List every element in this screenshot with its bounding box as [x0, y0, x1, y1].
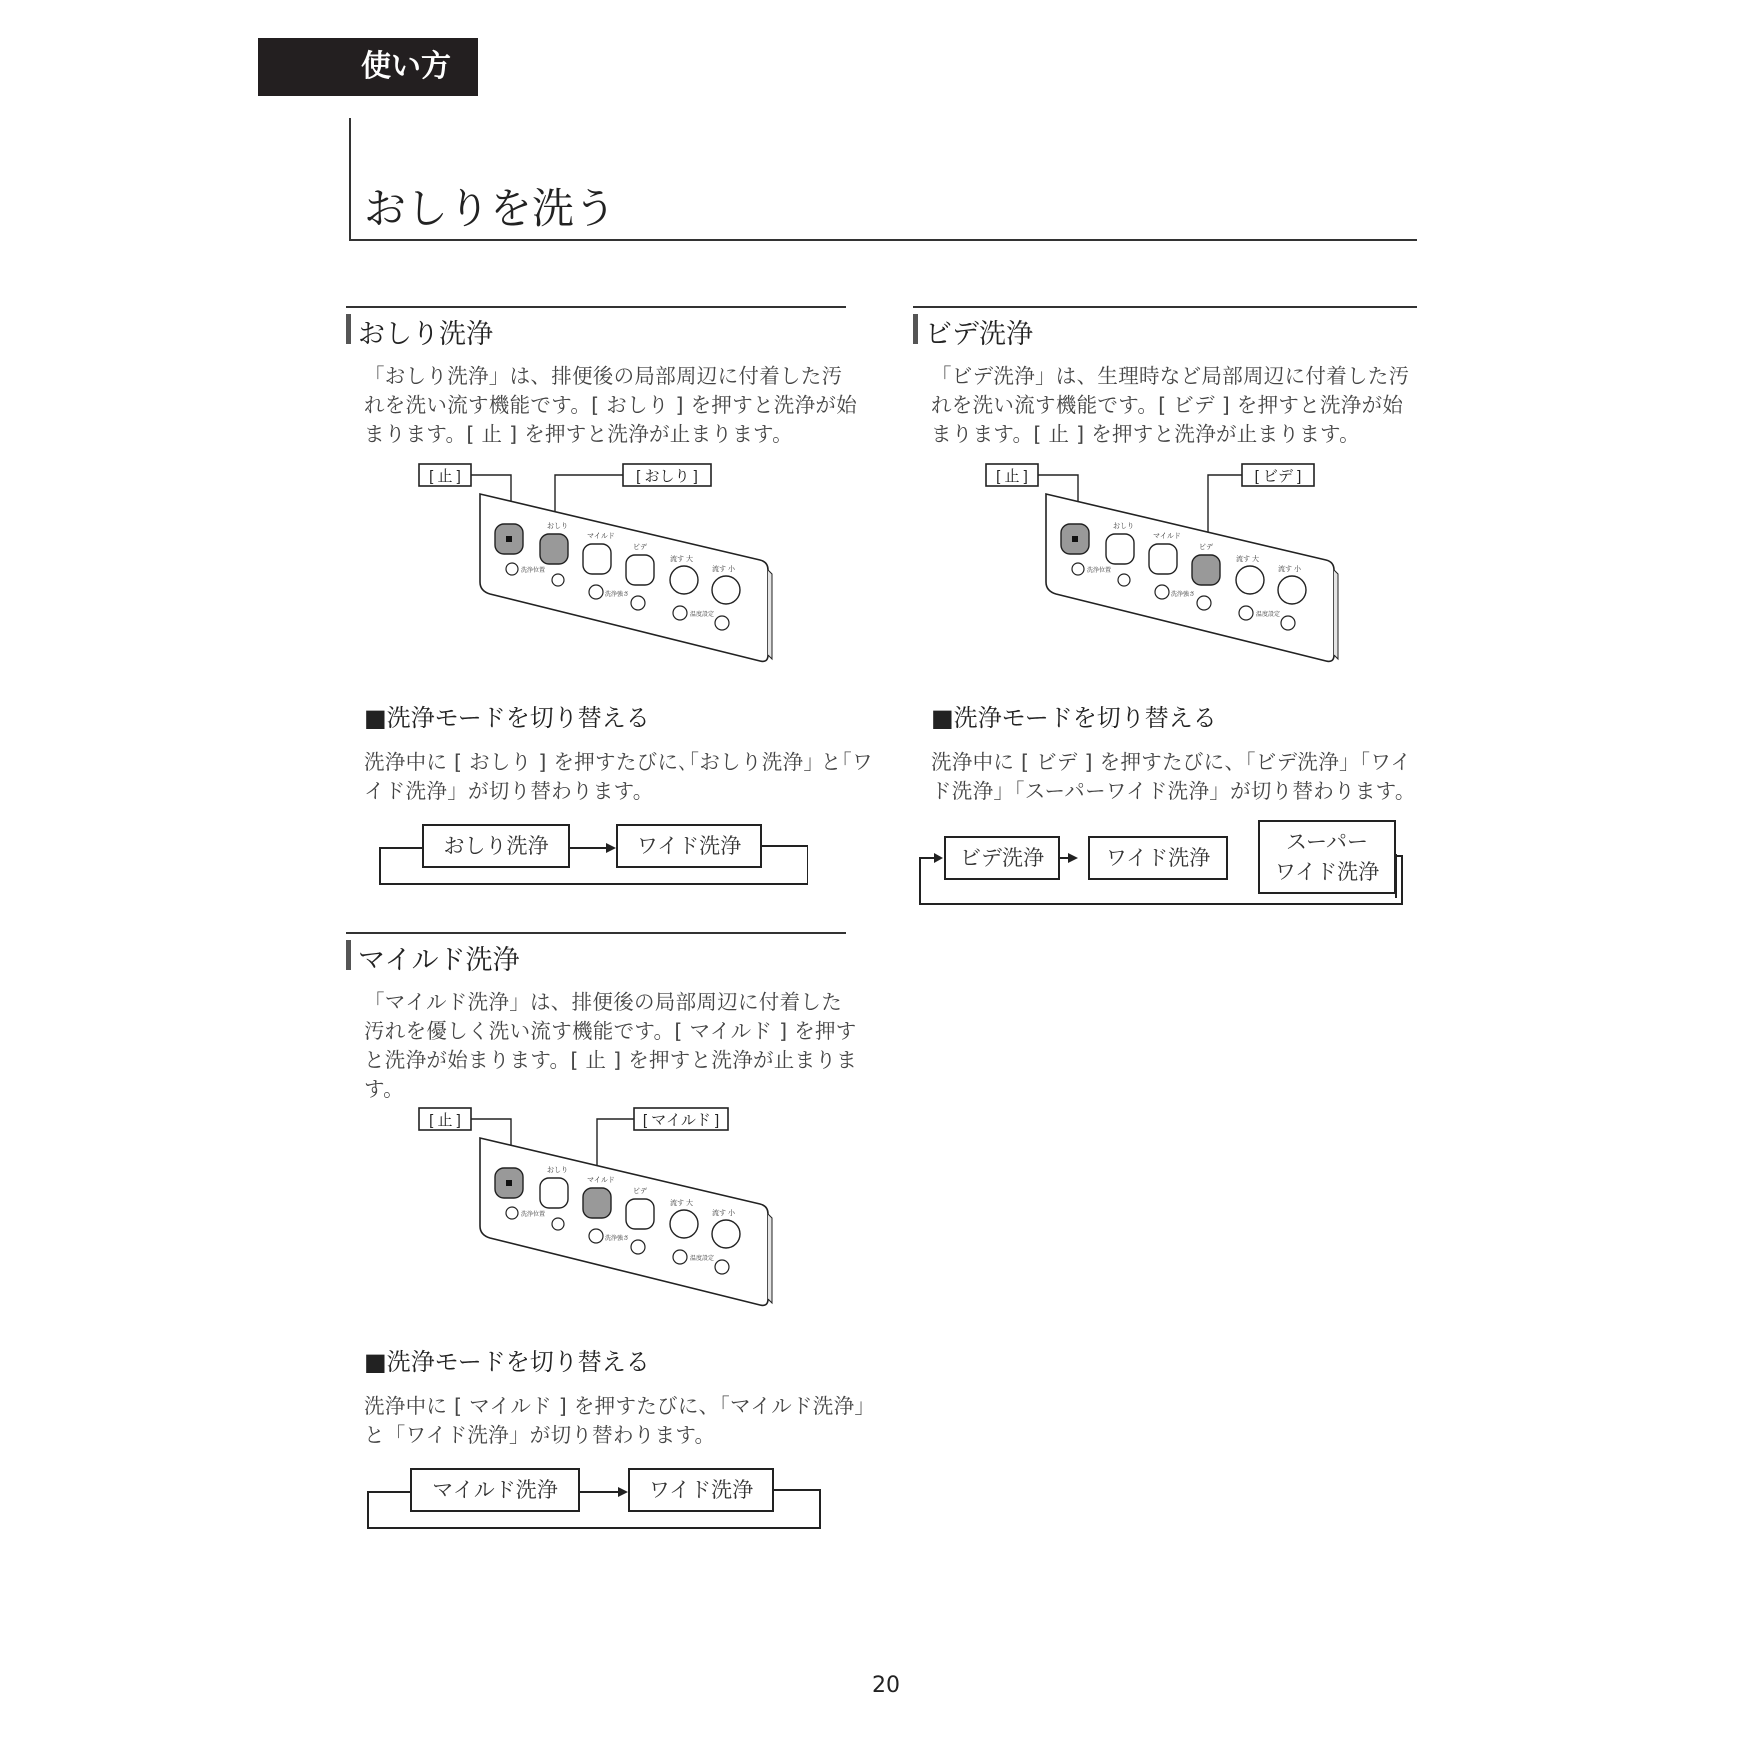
body-line: 「マイルド洗浄」は、排便後の局部周辺に付着した — [364, 990, 842, 1014]
mild-button — [583, 544, 611, 574]
svg-text:洗浄強さ: 洗浄強さ — [605, 592, 630, 598]
flush-large-button — [670, 566, 698, 594]
svg-text:流す 大: 流す 大 — [670, 1200, 693, 1207]
flow-diagram-oshiri — [378, 824, 808, 888]
remote-diagram-mild — [400, 1102, 800, 1314]
flow-diagram-bidet — [918, 818, 1408, 910]
callout-stop: [ 止 ] — [429, 1112, 461, 1129]
title-rule-horizontal — [349, 239, 1417, 241]
body-line: 「ビデ洗浄」は、生理時など局部周辺に付着した汚 — [931, 364, 1410, 388]
flow-box: おしり洗浄 — [422, 824, 570, 868]
remote-diagram-oshiri — [400, 458, 800, 670]
callout-button: [ マイルド ] — [642, 1112, 720, 1129]
svg-text:ビデ: ビデ — [633, 544, 647, 551]
bidet-button — [626, 1199, 654, 1229]
callout-stop: [ 止 ] — [996, 468, 1028, 485]
bidet-button — [626, 555, 654, 585]
svg-text:おしり: おしり — [547, 1167, 568, 1174]
oshiri-button — [540, 1178, 568, 1208]
section-marker — [913, 314, 918, 344]
svg-text:マイルド: マイルド — [1153, 533, 1181, 540]
body-line: 「おしり洗浄」は、排便後の局部周辺に付着した汚 — [364, 364, 843, 388]
page-number: 20 — [872, 1673, 900, 1698]
sub-body-bidet — [931, 748, 1416, 806]
title-rule-vertical — [349, 118, 351, 241]
svg-text:温度設定: 温度設定 — [690, 1256, 715, 1262]
section-rule — [346, 306, 846, 308]
body-line: イド洗浄」が切り替わります。 — [364, 779, 654, 803]
body-line: れを洗い流す機能です。[ ビデ ] を押すと洗浄が始 — [931, 393, 1404, 417]
flush-small-button — [712, 576, 740, 604]
svg-text:洗浄位置: 洗浄位置 — [521, 1212, 546, 1218]
svg-text:おしり: おしり — [547, 523, 568, 530]
svg-text:マイルド: マイルド — [587, 1177, 615, 1184]
body-line: と「ワイド洗浄」が切り替わります。 — [364, 1423, 716, 1447]
body-line: れを洗い流す機能です。[ おしり ] を押すと洗浄が始 — [364, 393, 858, 417]
sub-title-bidet: ■洗浄モードを切り替える — [931, 704, 1217, 732]
body-line: 洗浄中に [ ビデ ] を押すたびに、「ビデ洗浄」「ワイ — [931, 750, 1412, 774]
flow-box: ワイド洗浄 — [628, 1468, 774, 1512]
svg-text:温度設定: 温度設定 — [1256, 612, 1281, 618]
section-rule — [346, 932, 846, 934]
svg-text:マイルド: マイルド — [587, 533, 615, 540]
section-body-mild — [364, 988, 857, 1104]
sub-title-oshiri: ■洗浄モードを切り替える — [364, 704, 650, 732]
svg-text:流す 小: 流す 小 — [712, 1210, 735, 1217]
mild-button — [583, 1188, 611, 1218]
flow-box: ワイド洗浄 — [616, 824, 762, 868]
svg-text:ビデ: ビデ — [633, 1188, 647, 1195]
bidet-button — [1192, 555, 1220, 585]
section-marker — [346, 940, 351, 970]
callout-stop: [ 止 ] — [429, 468, 461, 485]
body-line: まります。[ 止 ] を押すと洗浄が止まります。 — [364, 422, 793, 446]
section-body-bidet — [931, 362, 1409, 449]
body-line: ド洗浄」「スーパーワイド洗浄」が切り替わります。 — [931, 779, 1416, 803]
callout-button: [ おしり ] — [636, 468, 698, 485]
flush-small-button — [712, 1220, 740, 1248]
sub-body-oshiri — [364, 748, 873, 806]
body-line: と洗浄が始まります。[ 止 ] を押すと洗浄が止まりま — [364, 1048, 858, 1072]
oshiri-button — [1106, 534, 1134, 564]
body-line: 洗浄中に [ マイルド ] を押すたびに、「マイルド洗浄」 — [364, 1394, 876, 1418]
flow-diagram-mild — [366, 1468, 822, 1532]
page-title: おしりを洗う — [364, 184, 617, 233]
svg-text:流す 小: 流す 小 — [712, 566, 735, 573]
svg-text:温度設定: 温度設定 — [690, 612, 715, 618]
callout-button: [ ビデ ] — [1254, 468, 1302, 485]
flush-small-button — [1278, 576, 1306, 604]
svg-text:洗浄位置: 洗浄位置 — [521, 568, 546, 574]
flow-box: ワイド洗浄 — [1088, 836, 1228, 880]
svg-text:流す 大: 流す 大 — [1236, 556, 1259, 563]
svg-text:洗浄強さ: 洗浄強さ — [605, 1236, 630, 1242]
section-rule — [913, 306, 1417, 308]
remote-diagram-bidet — [966, 458, 1366, 670]
flush-large-button — [1236, 566, 1264, 594]
svg-text:ビデ: ビデ — [1199, 544, 1213, 551]
flow-box-line: ワイド洗浄 — [1274, 860, 1380, 884]
oshiri-button — [540, 534, 568, 564]
section-marker — [346, 314, 351, 344]
svg-text:おしり: おしり — [1113, 523, 1134, 530]
flow-box: マイルド洗浄 — [410, 1468, 580, 1512]
body-line: す。 — [364, 1077, 404, 1101]
flush-large-button — [670, 1210, 698, 1238]
section-body-oshiri — [364, 362, 857, 449]
svg-text:洗浄位置: 洗浄位置 — [1087, 568, 1112, 574]
section-tab: 使い方 — [258, 38, 478, 96]
body-line: 洗浄中に [ おしり ] を押すたびに､｢おしり洗浄｣ と｢ワ — [364, 750, 873, 774]
sub-body-mild — [364, 1392, 875, 1450]
body-line: まります。[ 止 ] を押すと洗浄が止まります。 — [931, 422, 1360, 446]
svg-text:洗浄強さ: 洗浄強さ — [1171, 592, 1196, 598]
sub-title-mild: ■洗浄モードを切り替える — [364, 1348, 650, 1376]
section-title-mild: マイルド洗浄 — [358, 945, 520, 976]
body-line: 汚れを優しく洗い流す機能です。[ マイルド ] を押す — [364, 1019, 857, 1043]
section-title-bidet: ビデ洗浄 — [925, 319, 1033, 350]
mild-button — [1149, 544, 1177, 574]
svg-text:流す 大: 流す 大 — [670, 556, 693, 563]
flow-box-line: スーパー — [1286, 830, 1368, 854]
flow-box — [1258, 820, 1396, 894]
section-title-oshiri: おしり洗浄 — [358, 319, 493, 350]
svg-text:流す 小: 流す 小 — [1278, 566, 1301, 573]
flow-box: ビデ洗浄 — [944, 836, 1060, 880]
